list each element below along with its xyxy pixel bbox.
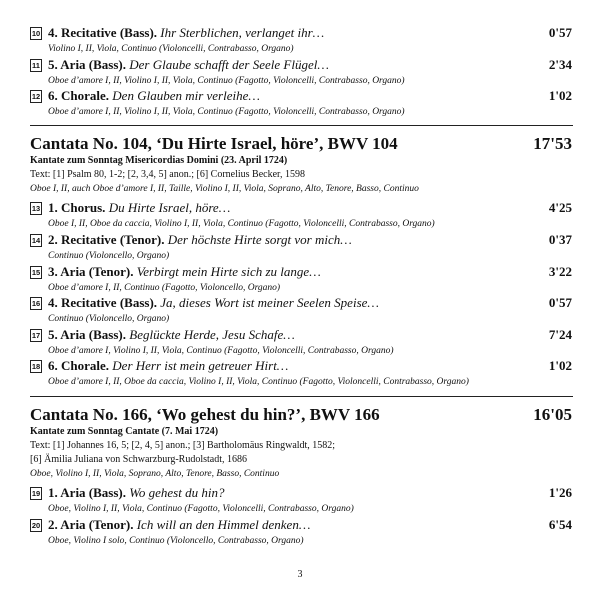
- track-label: 1. Chorus.: [48, 200, 106, 215]
- track-instrumentation: Oboe, Violino I, II, Viola, Continuo (Fagotto, Violoncelli, Contrabasso, Organo): [48, 504, 354, 514]
- track-incipit: Du Hirte Israel, höre…: [108, 200, 231, 215]
- track-label: 4. Recitative (Bass).: [48, 25, 158, 40]
- cantata-104-occasion: Kantate zum Sonntag Misericordias Domini (23. April 1724): [30, 155, 288, 166]
- track-label: 1. Aria (Bass).: [48, 485, 126, 500]
- track-title: [48, 57, 329, 73]
- track-instrumentation: Oboe d’amore I, II, Violino I, II, Viola, Continuo (Fagotto, Violoncelli, Contrabasso, Organo): [48, 107, 405, 117]
- track-label: 2. Aria (Tenor).: [48, 517, 134, 532]
- track-label: 2. Recitative (Tenor).: [48, 232, 165, 247]
- track-number: 11: [30, 59, 42, 72]
- section-divider: [30, 396, 573, 397]
- track-duration: 4'25: [548, 200, 572, 215]
- track-incipit: Der höchste Hirte sorgt vor mich…: [167, 232, 352, 247]
- track-instrumentation: Continuo (Violoncello, Organo): [48, 251, 170, 261]
- track-instrumentation: Oboe d’amore I, II, Oboe da caccia, Violino I, II, Viola, Continuo (Fagotto, Violoncelli, Contrabasso, Organo): [48, 377, 469, 387]
- section-divider: [30, 125, 573, 126]
- cantata-104-text-sources: Text: [1] Psalm 80, 1-2; [2, 3,4, 5] anon.; [6] Cornelius Becker, 1598: [30, 169, 305, 180]
- track-title: [48, 232, 352, 248]
- track-duration: 1'26: [548, 485, 572, 500]
- track-title: [48, 358, 288, 374]
- track-incipit: Wo gehest du hin?: [129, 485, 225, 500]
- track-incipit: Der Glaube schafft der Seele Flügel…: [129, 57, 329, 72]
- track-title: [48, 485, 224, 501]
- track-instrumentation: Oboe I, II, Oboe da caccia, Violino I, II, Viola, Continuo (Fagotto, Violoncelli, Contrabasso, Organo): [48, 219, 435, 229]
- track-title: [48, 25, 324, 41]
- track-duration: 0'57: [548, 25, 572, 40]
- track-number: 18: [31, 362, 41, 371]
- track-duration: 1'02: [548, 88, 572, 103]
- track-number: 13: [31, 204, 41, 213]
- cantata-166-title: Cantata No. 166, ‘Wo gehest du hin?’, BWV 166: [30, 405, 380, 424]
- track-label: 6. Chorale.: [48, 358, 110, 373]
- cantata-104-duration: 17'53: [533, 134, 572, 153]
- track-number: 15: [31, 268, 41, 277]
- track-instrumentation: Continuo (Violoncello, Organo): [48, 314, 170, 324]
- track-duration: 1'02: [548, 358, 572, 373]
- track-duration: 6'54: [548, 517, 572, 532]
- track-label: 4. Recitative (Bass).: [48, 295, 158, 310]
- track-number: 16: [31, 299, 41, 308]
- track-title: [48, 517, 310, 533]
- track-instrumentation: Oboe d’amore I, Violino I, II, Viola, Continuo (Fagotto, Violoncelli, Contrabasso, Organo): [48, 346, 394, 356]
- cantata-104-title: Cantata No. 104, ‘Du Hirte Israel, höre’, BWV 104: [30, 134, 398, 153]
- track-duration: 0'57: [548, 295, 572, 310]
- cantata-166-text-sources: Text: [1] Johannes 16, 5; [2, 4, 5] anon.; [3] Bartholomäus Ringwaldt, 1582;: [30, 440, 336, 451]
- cantata-166-text-sources-cont: [6] Ämilia Juliana von Schwarzburg-Rudolstadt, 1686: [30, 454, 248, 465]
- track-number: 20: [31, 521, 41, 530]
- track-duration: 3'22: [548, 264, 572, 279]
- track-label: 6. Chorale.: [48, 88, 110, 103]
- track-incipit: Beglückte Herde, Jesu Schafe…: [129, 327, 295, 342]
- track-title: [48, 88, 260, 104]
- track-incipit: Verbirgt mein Hirte sich zu lange…: [136, 264, 321, 279]
- track-incipit: Ich will an den Himmel denken…: [136, 517, 311, 532]
- track-incipit: Ja, dieses Wort ist meiner Seelen Speise…: [160, 295, 379, 310]
- track-label: 5. Aria (Bass).: [48, 57, 126, 72]
- track-instrumentation: Violino I, II, Viola, Continuo (Violoncelli, Contrabasso, Organo): [48, 44, 294, 54]
- track-incipit: Der Herr ist mein getreuer Hirt…: [112, 358, 289, 373]
- track-duration: 0'37: [548, 232, 572, 247]
- track-incipit: Den Glauben mir verleihe…: [112, 88, 260, 103]
- track-instrumentation: Oboe d’amore I, II, Continuo (Fagotto, Violoncello, Organo): [48, 283, 281, 293]
- track-instrumentation: Oboe d’amore I, II, Violino I, II, Viola, Continuo (Fagotto, Violoncelli, Contrabasso, Organo): [48, 76, 405, 86]
- track-instrumentation: Oboe, Violino I solo, Continuo (Violoncello, Contrabasso, Organo): [48, 536, 304, 546]
- track-duration: 2'34: [548, 57, 572, 72]
- track-title: [48, 200, 230, 216]
- track-label: 5. Aria (Bass).: [48, 327, 126, 342]
- track-title: [48, 264, 321, 280]
- track-incipit: Ihr Sterblichen, verlanget ihr…: [160, 25, 325, 40]
- track-title: [48, 295, 379, 311]
- track-number: 17: [31, 331, 41, 340]
- cantata-166-duration: 16'05: [533, 405, 572, 424]
- track-number: 14: [31, 236, 41, 245]
- track-number: 10: [31, 29, 41, 38]
- track-label: 3. Aria (Tenor).: [48, 264, 134, 279]
- cantata-166-scoring: Oboe, Violino I, II, Viola, Soprano, Alto, Tenore, Basso, Continuo: [30, 469, 280, 479]
- track-number: 19: [31, 489, 41, 498]
- track-number: 12: [31, 92, 41, 101]
- track-title: [48, 327, 295, 343]
- page-number: 3: [297, 569, 303, 580]
- track-duration: 7'24: [548, 327, 572, 342]
- cantata-104-scoring: Oboe I, II, auch Oboe d’amore I, II, Taille, Violino I, II, Viola, Soprano, Alto, Tenore, Basso, Continuo: [30, 184, 419, 194]
- cantata-166-occasion: Kantate zum Sonntag Cantate (7. Mai 1724): [30, 426, 219, 437]
